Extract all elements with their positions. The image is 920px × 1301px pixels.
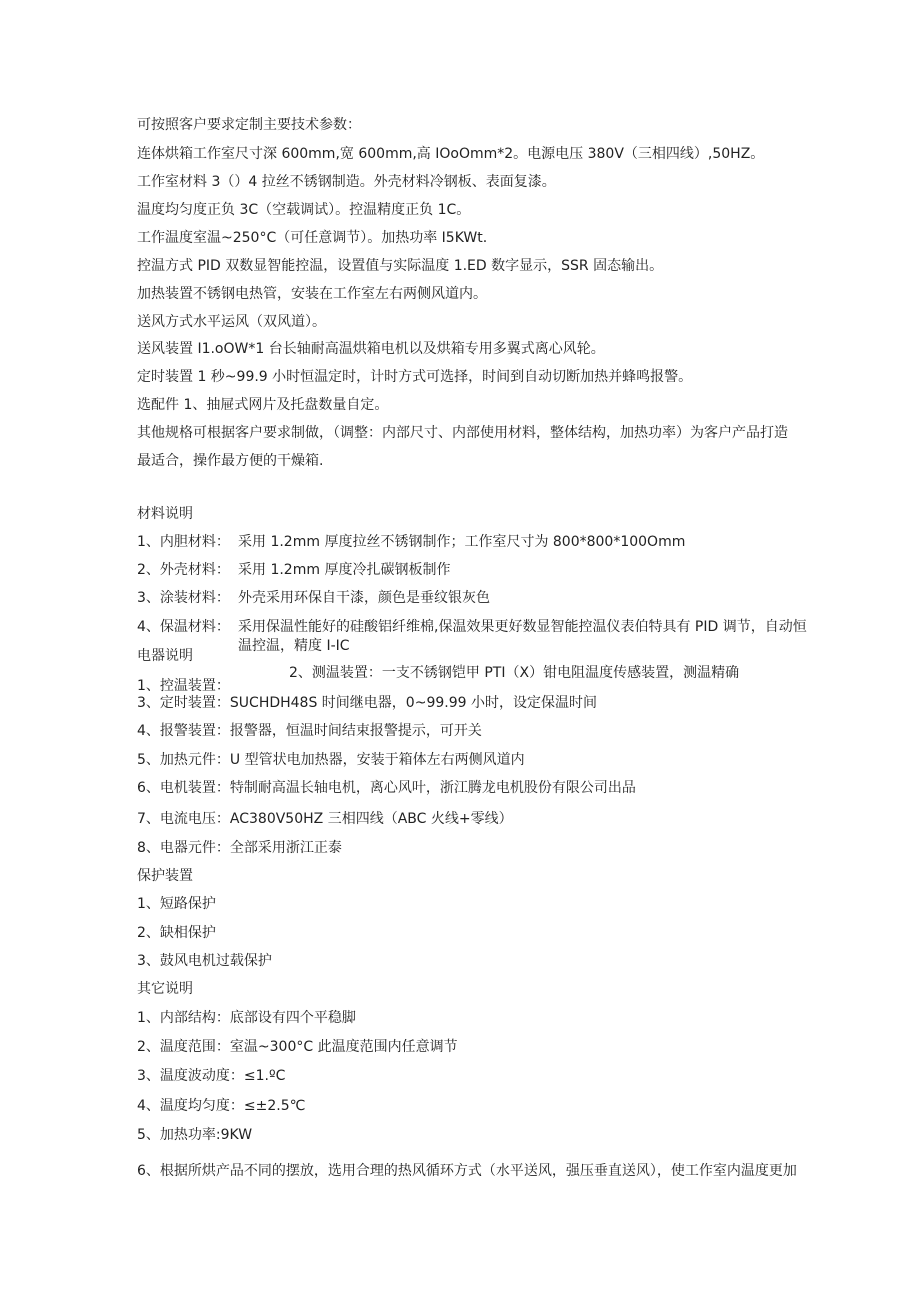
materials-heading: 材料说明 — [137, 506, 193, 522]
material-text: 采用 1.2mm 厚度冷扎碳钢板制作 — [238, 562, 451, 578]
material-label: 3、涂装材料： — [137, 590, 230, 606]
protection-item: 1、短路保护 — [137, 896, 216, 912]
intro-line: 选配件 1、抽屉式网片及托盘数量自定。 — [137, 397, 389, 413]
material-label: 1、内胆材料： — [137, 534, 230, 550]
intro-line: 工作温度室温~250°C（可任意调节）。加热功率 I5KWt. — [137, 230, 488, 246]
intro-line: 温度均匀度正负 3C（空载调试）。控温精度正负 1C。 — [137, 202, 471, 218]
intro-line: 定时装置 1 秒~99.9 小时恒温定时，计时方式可选择，时间到自动切断加热并蜂鸣报警。 — [137, 369, 693, 385]
intro-line: 最适合，操作最方便的干燥箱. — [137, 453, 324, 469]
material-text: 采用保温性能好的硅酸铝纤维棉,保温效果更好数显智能控温仪表伯特具有 PID 调节，自动恒 — [238, 619, 807, 635]
electrical-item-inline: 2、测温装置：一支不锈钢铠甲 PTI（X）钳电阻温度传感装置，测温精确 — [289, 665, 740, 681]
intro-line: 连体烘箱工作室尺寸深 600mm,宽 600mm,高 IOoOmm*2。电源电压 380V（三相四线）,50HZ。 — [137, 146, 765, 162]
material-text: 外壳采用环保自干漆，颜色是垂纹银灰色 — [238, 590, 490, 606]
protection-heading: 保护装置 — [137, 868, 193, 884]
other-item: 5、加热功率:9KW — [137, 1127, 253, 1143]
electrical-item: 6、电机装置：特制耐高温长轴电机，离心风叶，浙江腾龙电机股份有限公司出品 — [137, 780, 636, 796]
electrical-item: 4、报警装置：报警器，恒温时间结束报警提示，可开关 — [137, 723, 482, 739]
material-text: 采用 1.2mm 厚度拉丝不锈钢制作；工作室尺寸为 800*800*100Omm — [238, 534, 686, 550]
intro-line: 控温方式 PID 双数显智能控温，设置值与实际温度 1.ED 数字显示，SSR 固态输出。 — [137, 258, 664, 274]
electrical-item: 7、电流电压：AC380V50HZ 三相四线（ABC 火线+零线） — [137, 811, 513, 827]
electrical-item: 3、定时装置：SUCHDH48S 时间继电器，0~99.99 小时，设定保温时间 — [137, 695, 597, 711]
intro-line: 其他规格可根据客户要求制做，（调整：内部尺寸、内部使用材料，整体结构，加热功率）为客户产品打造 — [137, 425, 788, 441]
protection-item: 3、鼓风电机过载保护 — [137, 953, 272, 969]
intro-line: 送风方式水平运风（双风道）。 — [137, 314, 326, 330]
other-item: 1、内部结构：底部设有四个平稳脚 — [137, 1010, 356, 1026]
intro-line: 加热装置不锈钢电热管，安装在工作室左右两侧风道内。 — [137, 286, 487, 302]
protection-item: 2、缺相保护 — [137, 925, 216, 941]
other-item: 2、温度范围：室温~300°C 此温度范围内任意调节 — [137, 1039, 458, 1055]
other-heading: 其它说明 — [137, 981, 193, 997]
intro-line: 工作室材料 3（）4 拉丝不锈钢制造。外壳材料冷钢板、表面复漆。 — [137, 174, 556, 190]
other-item: 3、温度波动度：≤1.ºC — [137, 1068, 286, 1084]
electrical-item: 8、电器元件：全部采用浙江正泰 — [137, 840, 342, 856]
material-label: 4、保温材料： — [137, 619, 230, 635]
other-item: 4、温度均匀度：≤±2.5℃ — [137, 1098, 306, 1114]
material-text-continued: 温控温，精度 I-IC — [238, 638, 350, 654]
electrical-heading: 电器说明 — [137, 648, 193, 664]
electrical-item: 5、加热元件：U 型管状电加热器，安装于箱体左右两侧风道内 — [137, 752, 525, 768]
material-label: 2、外壳材料： — [137, 562, 230, 578]
other-item: 6、根据所烘产品不同的摆放，选用合理的热风循环方式（水平送风，强压垂直送风），使工作室内温度更加 — [137, 1163, 797, 1179]
electrical-label: 1、控温装置： — [137, 678, 230, 694]
intro-heading: 可按照客户要求定制主要技术参数： — [137, 117, 361, 133]
intro-line: 送风装置 I1.oOW*1 台长轴耐高温烘箱电机以及烘箱专用多翼式离心风轮。 — [137, 341, 605, 357]
